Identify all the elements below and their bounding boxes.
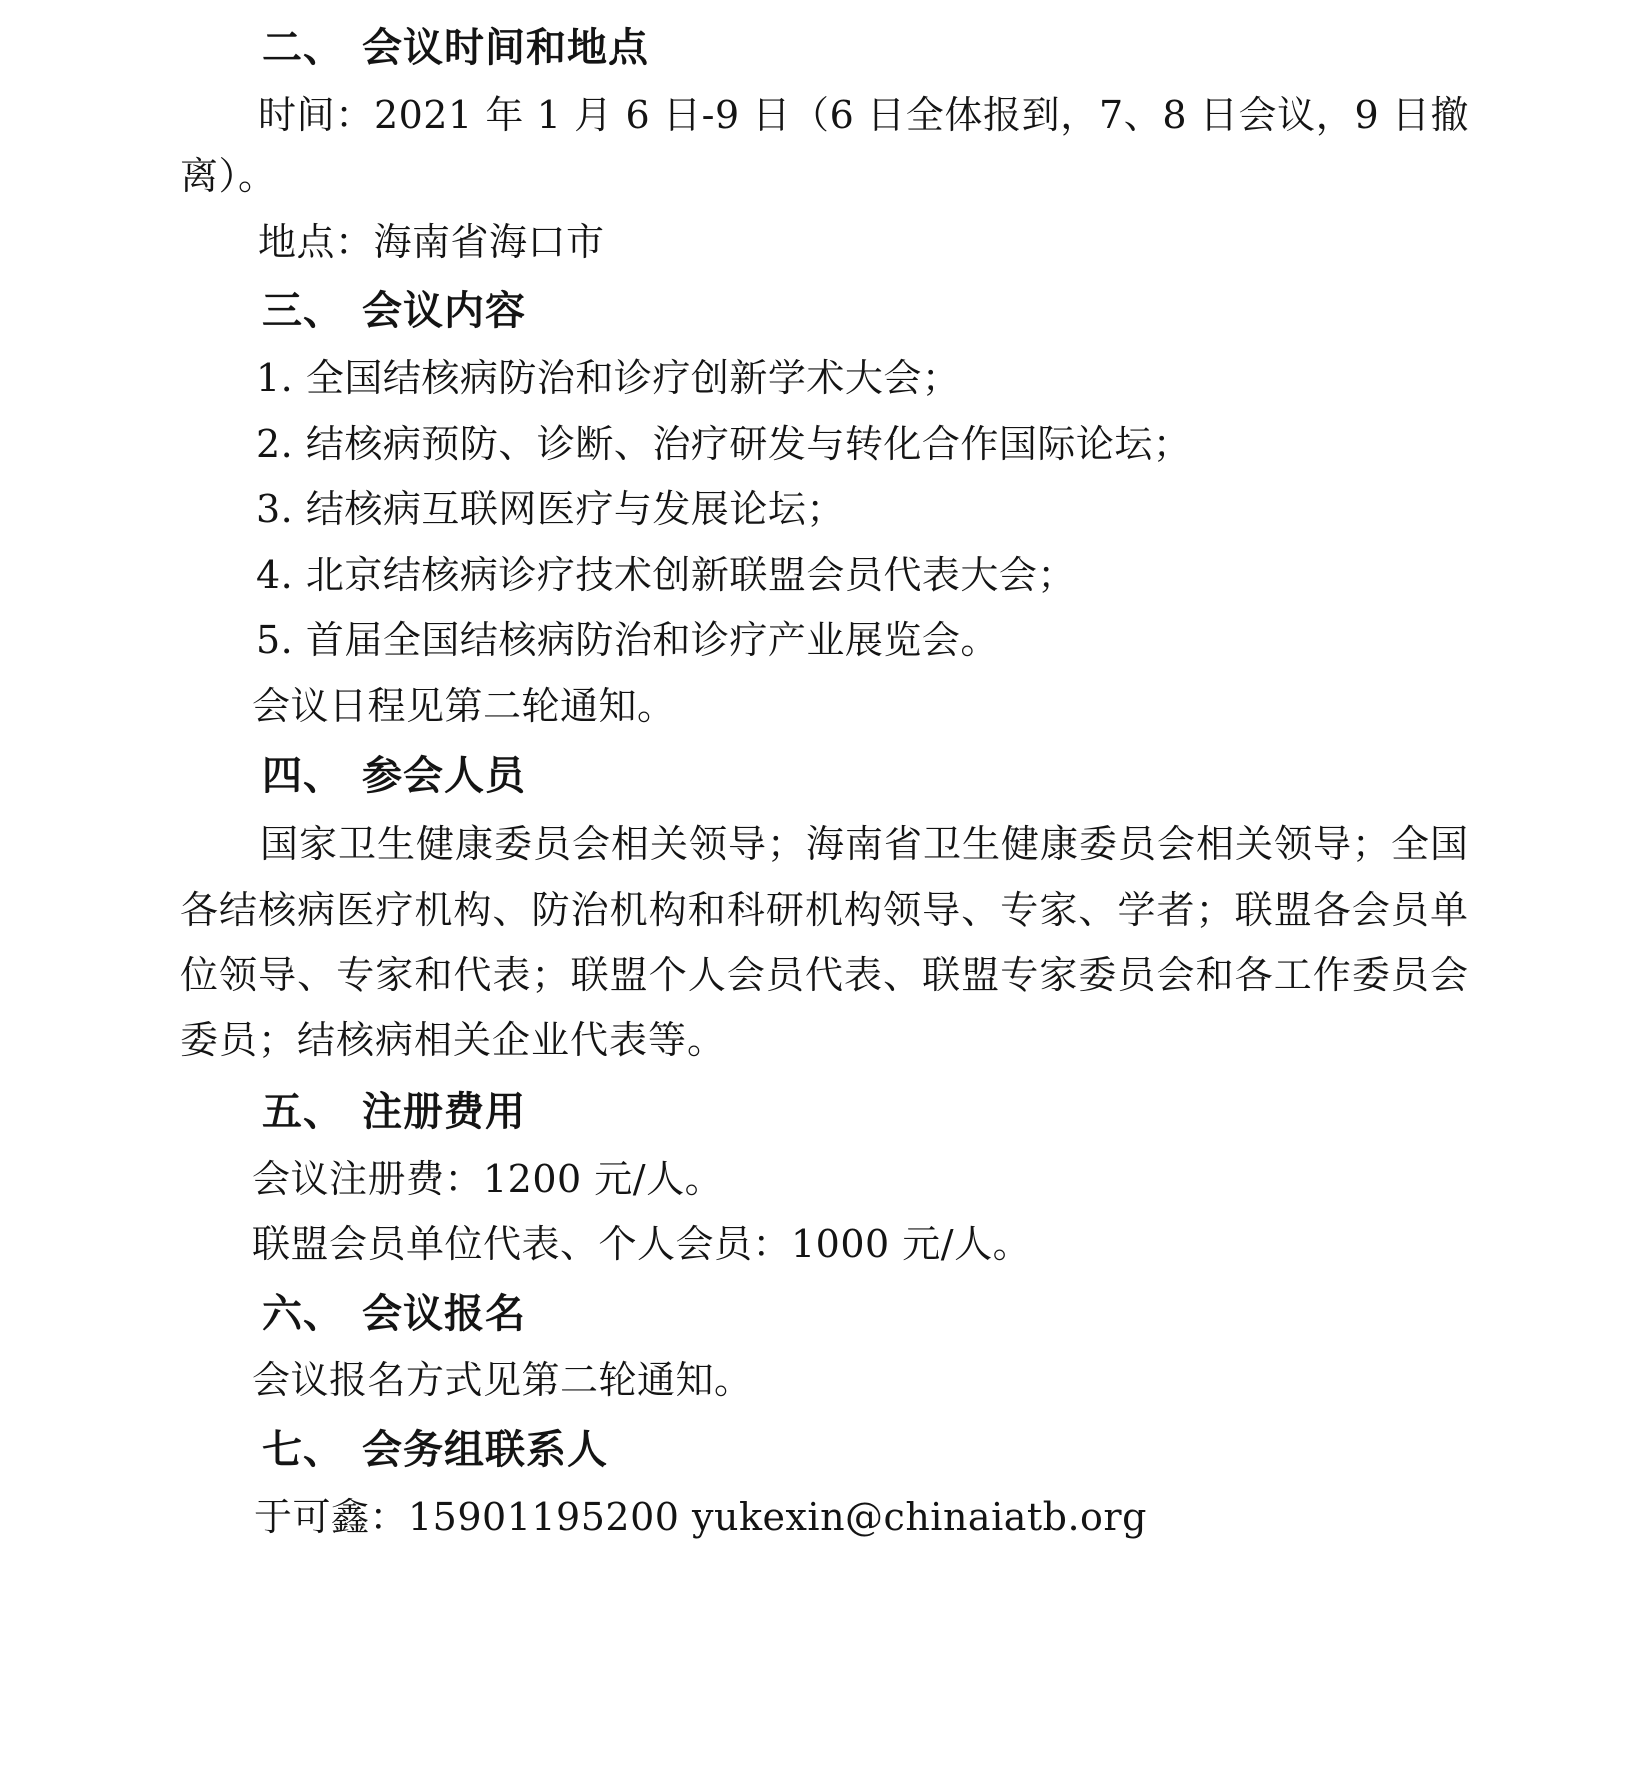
section-heading-fees xyxy=(180,1080,1469,1145)
section-title: 注册费用 xyxy=(362,1087,526,1135)
paragraph-place: 地点：海南省海口市 xyxy=(258,219,605,264)
section-heading-time-place xyxy=(180,16,1469,81)
paragraph-time: 时间：2021 年 1 月 6 日-9 日（6 日全体报到，7、8 日会议，9 日撤离）。 xyxy=(180,92,1469,199)
section-heading-content xyxy=(180,279,1469,344)
section-title: 会议时间和地点 xyxy=(362,24,649,71)
list-item: 4. 北京结核病诊疗技术创新联盟会员代表大会； xyxy=(256,552,1076,597)
section-title: 参会人员 xyxy=(362,751,526,799)
section-heading-registration xyxy=(180,1282,1469,1347)
paragraph-contact-person: 于可鑫：15901195200 yukexin@chinaiatb.org xyxy=(254,1494,1147,1539)
list-item: 3. 结核病互联网医疗与发展论坛； xyxy=(256,487,845,532)
section-number: 四、 xyxy=(262,751,344,799)
section-number: 七、 xyxy=(262,1425,344,1473)
section-title: 会议报名 xyxy=(362,1289,526,1337)
section-number: 五、 xyxy=(262,1087,344,1135)
paragraph-agenda-note: 会议日程见第二轮通知。 xyxy=(252,683,676,728)
document-body xyxy=(180,16,1469,1548)
paragraph-participants: 国家卫生健康委员会相关领导；海南省卫生健康委员会相关领导；全国各结核病医疗机构、防治机构和科研机构领导、专家、学者；联盟各会员单位领导、专家和代表；联盟个人会员代表、联盟专家委员会和各工作委员会委员；结核病相关企业代表等。 xyxy=(180,822,1470,1063)
section-title: 会务组联系人 xyxy=(362,1425,608,1473)
list-item: 1. 全国结核病防治和诊疗创新学术大会； xyxy=(256,356,961,401)
list-item: 5. 首届全国结核病防治和诊疗产业展览会。 xyxy=(256,618,999,663)
paragraph-fee-standard: 会议注册费：1200 元/人。 xyxy=(252,1156,724,1201)
paragraph-registration-note: 会议报名方式见第二轮通知。 xyxy=(252,1358,753,1403)
section-number: 六、 xyxy=(262,1289,344,1337)
section-number: 二、 xyxy=(262,24,344,71)
section-title: 会议内容 xyxy=(362,287,526,335)
section-heading-participants xyxy=(180,744,1469,809)
list-item: 2. 结核病预防、诊断、治疗研发与转化合作国际论坛； xyxy=(256,421,1192,466)
section-heading-contacts xyxy=(180,1418,1469,1483)
paragraph-fee-member: 联盟会员单位代表、个人会员：1000 元/人。 xyxy=(252,1222,1032,1267)
section-number: 三、 xyxy=(262,287,344,335)
